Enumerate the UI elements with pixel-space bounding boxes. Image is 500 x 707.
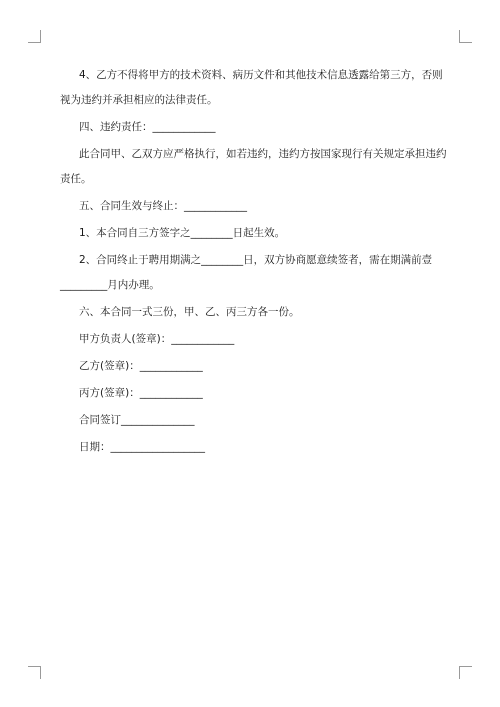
breach-liability-text: 此合同甲、乙双方应严格执行，如若违约，违约方按国家现行有关规定承担违约责任。 bbox=[60, 148, 447, 185]
signature-party-a: 甲方负责人(签章)：____________ bbox=[79, 333, 235, 345]
clause-effective-date: 1、本合同自三方签字之________日起生效。 bbox=[79, 227, 286, 239]
section-effect-termination: 五、合同生效与终止：____________ bbox=[79, 200, 247, 212]
corner-mark-bottom-left bbox=[28, 666, 41, 679]
corner-mark-top-left bbox=[28, 30, 41, 43]
document-body bbox=[60, 63, 450, 460]
section-breach-liability: 四、违约责任：____________ bbox=[79, 121, 216, 133]
corner-mark-bottom-right bbox=[459, 666, 472, 679]
signature-party-c: 丙方(签章)：____________ bbox=[79, 387, 203, 399]
corner-mark-top-right bbox=[459, 30, 472, 43]
contract-signing-line: 合同签订______________ bbox=[79, 414, 195, 426]
section-copies: 六、本合同一式三份，甲、乙、丙三方各一份。 bbox=[79, 306, 300, 318]
signature-party-b: 乙方(签章)：____________ bbox=[79, 360, 203, 372]
date-line: 日期：__________________ bbox=[79, 441, 205, 453]
clause-confidentiality: 4、乙方不得将甲方的技术资料、病历文件和其他技术信息透露给第三方，否则视为违约并承担相应的法律责任。 bbox=[60, 69, 443, 106]
clause-termination: 2、合同终止于聘用期满之________日，双方协商愿意续签者，需在期满前壹_________月内办理。 bbox=[60, 254, 433, 291]
